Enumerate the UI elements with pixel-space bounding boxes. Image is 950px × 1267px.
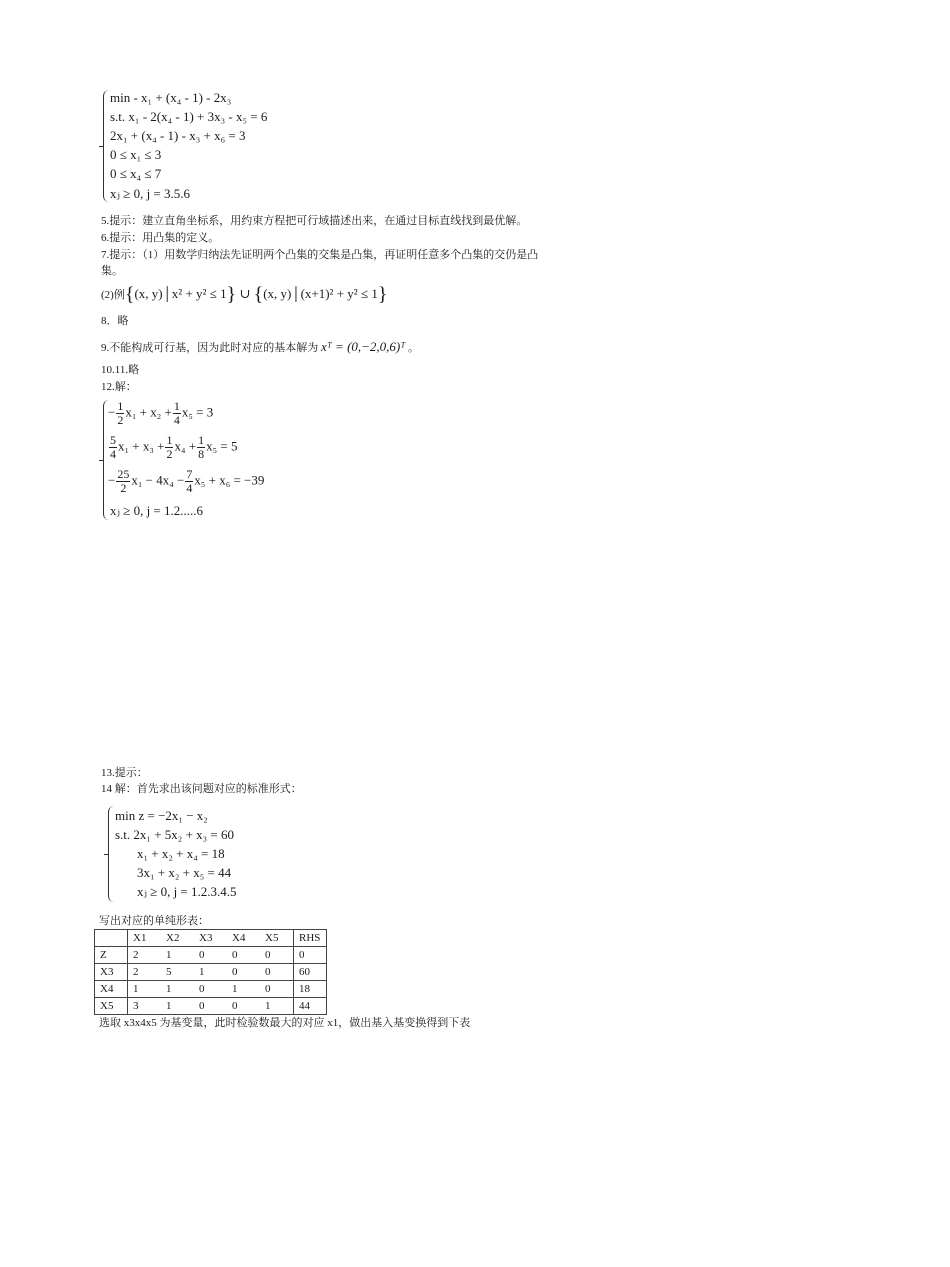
hint-6: 6.提示：用凸集的定义。 [101, 232, 220, 244]
p14-objective: min z = −2x₁ − x₂ [115, 808, 208, 823]
table-cell: X3 [95, 964, 128, 981]
table-cell: 1 [161, 981, 194, 998]
fraction: $\frac{1}{4}$ [173, 399, 180, 427]
set-2: (x, y)│(x+1)² + y² ≤ 1 [263, 286, 378, 301]
table-cell: X4 [95, 981, 128, 998]
table-cell: 1 [128, 981, 162, 998]
table-cell: 1 [227, 981, 260, 998]
table-cell: 3 [128, 998, 162, 1015]
table-header-cell: RHS [294, 930, 327, 947]
table-row [95, 964, 327, 981]
table-header-cell: X5 [260, 930, 294, 947]
table-cell: 1 [161, 947, 194, 964]
table-cell: 0 [194, 981, 227, 998]
table-caption: 写出对应的单纯形表： [99, 915, 209, 927]
p12-eq-3: − $\frac{25}{2}$ x₁ − 4x₄ − $\frac{7}{4}$ x₅ + x₆ = −39 [108, 467, 265, 495]
p12-eq-1: − $\frac{1}{2}$ x₁ + x₂ + $\frac{1}{4}$ x₅ = 3 [108, 399, 214, 427]
minus-sign: − [108, 404, 116, 420]
table-row [95, 947, 327, 964]
hint-7-line1: 7.提示：（1）用数学归纳法先证明两个凸集的交集是凸集，再证明任意多个凸集的交仍是凸 [101, 249, 539, 261]
fraction: $\frac{1}{2}$ [117, 399, 124, 427]
table-cell: 0 [260, 947, 294, 964]
set-1: (x, y)│x² + y² ≤ 1 [134, 286, 227, 301]
table-cell: 0 [194, 998, 227, 1015]
p12-nonneg: xⱼ ≥ 0, j = 1.2.....6 [110, 503, 204, 518]
after-table-text: 选取 x3x4x5 为基变量，此时检验数最大的对应 x1，做出基入基变换得到下表 [99, 1017, 471, 1029]
table-cell: 1 [260, 998, 294, 1015]
table-cell: 0 [260, 981, 294, 998]
p4-nonneg: xⱼ ≥ 0, j = 3.5.6 [110, 186, 191, 201]
example-prefix: (2)例 [101, 289, 125, 301]
fraction: $\frac{1}{2}$ [166, 433, 173, 461]
table-cell: 0 [294, 947, 327, 964]
table-row [95, 998, 327, 1015]
table-cell: 0 [227, 998, 260, 1015]
table-cell: 1 [161, 998, 194, 1015]
minus-sign: − [108, 472, 116, 488]
p12-eq-2: $\frac{5}{4}$ x₁ + x₃ + $\frac{1}{2}$ x₄ + $\frac{1}{8}$ x₅ = 5 [110, 433, 238, 461]
close-brace: } [377, 283, 388, 306]
table-cell: 0 [227, 947, 260, 964]
table-cell: 0 [227, 964, 260, 981]
item-12: 12.解： [101, 381, 137, 393]
table-cell: Z [95, 947, 128, 964]
item-13: 13.提示： [101, 767, 148, 779]
item-9-formula: xᵀ = (0,−2,0,6)ᵀ [321, 339, 406, 354]
item-9-text: 9.不能构成可行基，因为此时对应的基本解为 [101, 342, 319, 354]
p4-objective: min - x₁ + (x₄ - 1) - 2x₃ [110, 90, 232, 105]
table-header-cell: X3 [194, 930, 227, 947]
union-symbol: ∪ [239, 286, 251, 301]
fraction: $\frac{25}{2}$ [117, 467, 130, 495]
table-header-cell: X1 [128, 930, 162, 947]
table-cell: 44 [294, 998, 327, 1015]
open-brace: { [253, 283, 264, 306]
table-cell: 60 [294, 964, 327, 981]
item-9-end: 。 [408, 342, 420, 354]
p14-constraint-1: s.t. 2x₁ + 5x₂ + x₃ = 60 [115, 827, 235, 842]
p4-constraint-2: 2x₁ + (x₄ - 1) - x₃ + x₆ = 3 [110, 128, 246, 143]
fraction: $\frac{1}{8}$ [198, 433, 205, 461]
hint-7-line2: 集。 [101, 265, 123, 277]
item-14: 14 解：首先求出该问题对应的标准形式： [101, 783, 302, 795]
p14-constraint-2: x₁ + x₂ + x₄ = 18 [137, 846, 225, 861]
simplex-table [94, 929, 327, 1015]
example-7 [101, 284, 387, 305]
table-cell: 2 [128, 947, 162, 964]
table-cell: 0 [260, 964, 294, 981]
table-cell: 2 [128, 964, 162, 981]
item-10-11: 10.11.略 [101, 364, 140, 376]
system-brace [103, 90, 110, 202]
p14-constraint-3: 3x₁ + x₂ + x₅ = 44 [137, 865, 232, 880]
close-brace: } [226, 283, 237, 306]
hint-5: 5.提示：建立直角坐标系，用约束方程把可行域描述出来，在通过目标直线找到最优解。 [101, 215, 528, 227]
table-cell: 18 [294, 981, 327, 998]
table-cell: 5 [161, 964, 194, 981]
p4-bound-1: 0 ≤ x₁ ≤ 3 [110, 147, 162, 162]
item-9 [101, 337, 419, 356]
item-8: 8．略 [101, 315, 129, 327]
table-cell: 1 [194, 964, 227, 981]
p4-constraint-1: s.t. x₁ - 2(x₄ - 1) + 3x₃ - x₅ = 6 [110, 109, 268, 124]
table-header-cell [95, 930, 128, 947]
fraction: $\frac{5}{4}$ [110, 433, 116, 461]
open-brace: { [124, 283, 135, 306]
table-header-cell: X2 [161, 930, 194, 947]
table-row [95, 981, 327, 998]
table-cell: X5 [95, 998, 128, 1015]
system-brace [108, 806, 115, 902]
p14-nonneg: xⱼ ≥ 0, j = 1.2.3.4.5 [137, 884, 237, 899]
table-cell: 0 [194, 947, 227, 964]
table-header-cell: X4 [227, 930, 260, 947]
fraction: $\frac{7}{4}$ [186, 467, 193, 495]
p4-bound-2: 0 ≤ x₄ ≤ 7 [110, 166, 162, 181]
table-header-row [95, 930, 327, 947]
